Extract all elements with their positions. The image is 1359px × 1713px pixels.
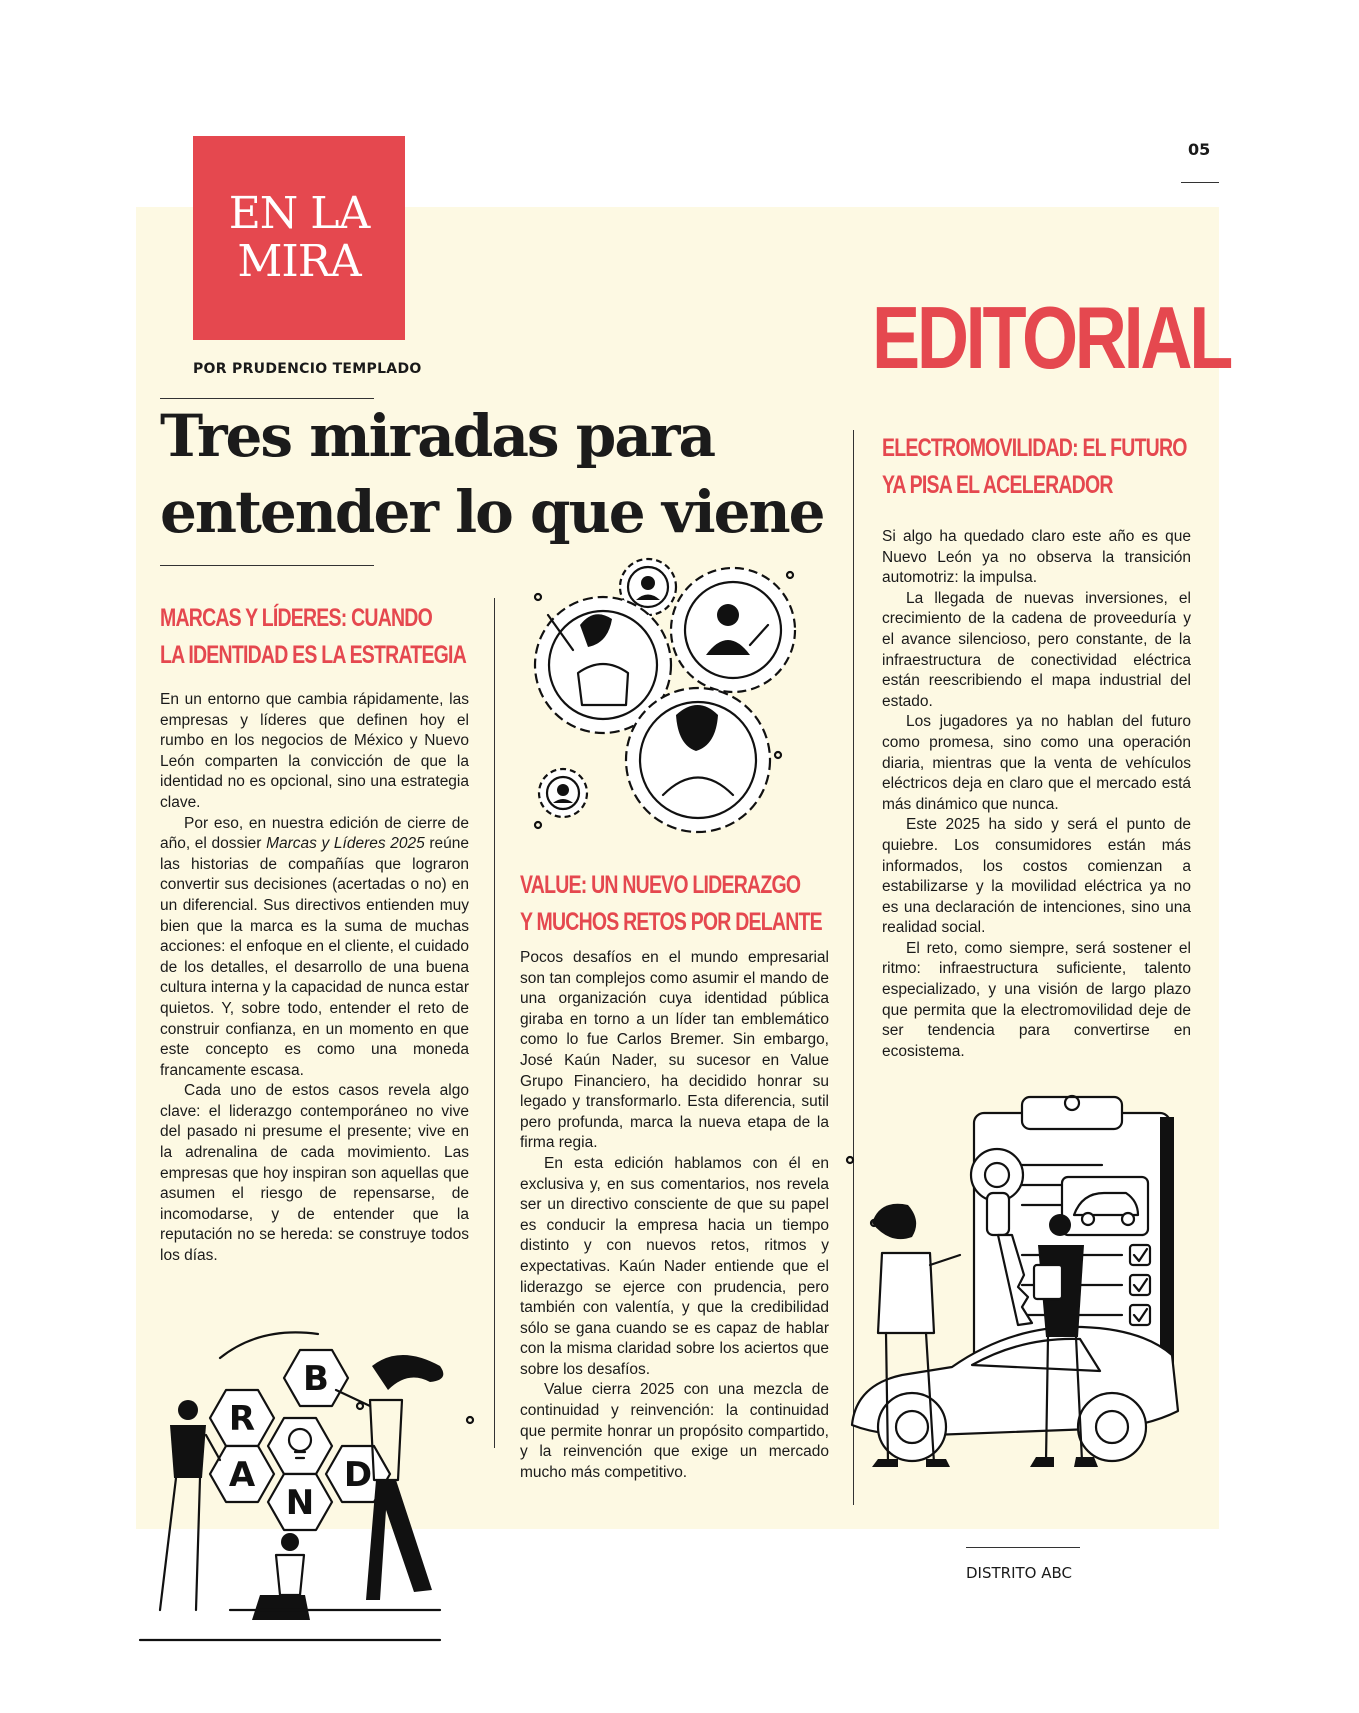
col3-paragraph-4: Este 2025 ha sido y será el punto de quiebre. Los consumidores están más informados, los costos comienzan a estabilizarse y la movilidad eléctrica ya no es una declaración de intenciones, sino una realidad social. (882, 816, 1191, 937)
col2-paragraph-1: Pocos desafíos en el mundo empresarial son tan complejos como asumir el mando de una organización cuya identidad pública giraba en torno a un líder tan emblemático como lo fue Carlos Bremer. Sin embargo, José Kaún Nader, su sucesor en Value Grupo Financiero, ha decidido honrar su legado y transformarlo. Esta diferencia, sutil pero profunda, marca la nueva etapa de la firma regia. (520, 949, 829, 1152)
person-left (160, 1400, 220, 1610)
col3-subhead: ELECTROMOVILIDAD: EL FUTURO YA PISA EL ACELERADOR (882, 434, 1187, 499)
hexagon-b (284, 1350, 348, 1406)
hexagon-r (210, 1390, 274, 1446)
col3-paragraph-2: La llegada de nuevas inversiones, el crecimiento de la cadena de proveeduría y el avance silencioso, pero constante, de la infraestructura de conectividad eléctrica están reescribiendo el mapa industrial del estado. (882, 589, 1191, 710)
col3-paragraph-5: El reto, como siempre, será sostener el ritmo: infraestructura suficiente, talento especializado, y una visión de largo plazo que permita que la electromovilidad deje de ser tendencia para convertirse en ecosistema. (882, 939, 1191, 1060)
headline-bottom-rule (160, 565, 374, 566)
col2-paragraph-3: Value cierra 2025 con una mezcla de continuidad y reinvención: la continuidad que permite honrar un propósito compartido, y la reinvención que exige un mercado mucho más competitivo. (520, 1381, 829, 1481)
page-number-rule (1181, 182, 1219, 183)
footer-rule (966, 1547, 1080, 1548)
page-number: 05 (1188, 140, 1211, 159)
col1-paragraph-2-rest: reúne las historias de compañías que lograron convertir sus decisiones (acertadas o no) en un diferencial. Sus directivos entienden muy bien que la marca es la suma de muchas acciones: el enfoque en el cliente, el cuidado de los detalles, el desarrollo de una buena cultura interna y la capacidad de nunca estar quietos. Y, sobre todo, entender el reto de construir confianza, en un momento en que este concepto es como una moneda francamente escasa. (160, 835, 470, 1079)
section-badge-text: EN LA MIRA (228, 188, 370, 287)
footer-publication: DISTRITO ABC (966, 1564, 1073, 1582)
col2-body (520, 948, 829, 1483)
headline: Tres miradas para entender lo que viene (160, 402, 824, 546)
col2-subhead: VALUE: UN NUEVO LIDERAZGO Y MUCHOS RETOS POR DELANTE (520, 871, 822, 936)
brand-letter-a: A (228, 1455, 256, 1495)
col3-paragraph-3: Los jugadores ya no hablan del futuro como promesa, sino como una operación diaria, mientras que la venta de vehículos eléctricos deja en claro que el mercado está más dinámico que nunca. (882, 713, 1191, 813)
brand-letter-r: R (228, 1399, 256, 1439)
brand-letter-b: B (303, 1359, 329, 1399)
brand-hexagons-illustration (140, 1310, 500, 1645)
col1-paragraph-2 (160, 814, 469, 1082)
person-kneeling (252, 1533, 310, 1620)
hexagon-bulb (268, 1418, 332, 1474)
gear-bottom-right (626, 688, 770, 832)
gear-top-right (671, 568, 795, 692)
col2-paragraph-2: En esta edición hablamos con él en exclusiva y, en sus comentarios, nos revela ser un directivo consciente de que su papel es conducir la empresa hacia un tiempo distinto y con nuevos retos, ritmos y expectativas. Kaún Nader entiende que el liderazgo se ejerce con prudencia, pero también con valentía, y que la credibilidad sólo se gana cuando se es capaz de hablar con la misma claridad sobre los aciertos que sobre los desafíos. (520, 1154, 829, 1378)
ev-car-illustration (842, 1075, 1182, 1515)
section-badge (193, 136, 405, 340)
gears-people-illustration (528, 555, 808, 855)
col1-subhead: MARCAS Y LÍDERES: CUANDO LA IDENTIDAD ES LA ESTRATEGIA (160, 604, 467, 669)
gear-small-bottom (539, 769, 587, 817)
col1-paragraph-3: Cada uno de estos casos revela algo clave: el liderazgo contemporáneo no vive del pasado ni presume el presente; vive en la adrenalina de cada movimiento. Las empresas que hoy inspiran son aquellas que asumen el riesgo de repensarse, de incomodarse, y de entender que la reputación no se hereda: se construye todos los días. (160, 1082, 469, 1265)
byline: POR PRUDENCIO TEMPLADO (193, 361, 422, 377)
hexagon-a (210, 1446, 274, 1502)
col3-paragraph-1: Si algo ha quedado claro este año es que Nuevo León ya no observa la transición automotriz: la impulsa. (882, 528, 1191, 587)
col1-paragraph-2-lead: Por eso, en nuestra edición de cierre de año, el dossier (160, 814, 469, 853)
dossier-title: Marcas y Líderes 2025 (266, 835, 425, 853)
section-title: EDITORIAL (872, 288, 1231, 387)
brand-letter-d: D (343, 1455, 373, 1495)
electric-car (852, 1327, 1178, 1461)
hexagon-n (268, 1474, 332, 1530)
col3-body (882, 527, 1191, 1062)
col1-body (160, 690, 469, 1267)
col1-paragraph-1: En un entorno que cambia rápidamente, las empresas y líderes que definen hoy el rumbo en los negocios de México y Nuevo León comparten la convicción de que la identidad no es opcional, sino una estrategia clave. (160, 691, 469, 811)
brand-letter-n: N (285, 1483, 315, 1523)
